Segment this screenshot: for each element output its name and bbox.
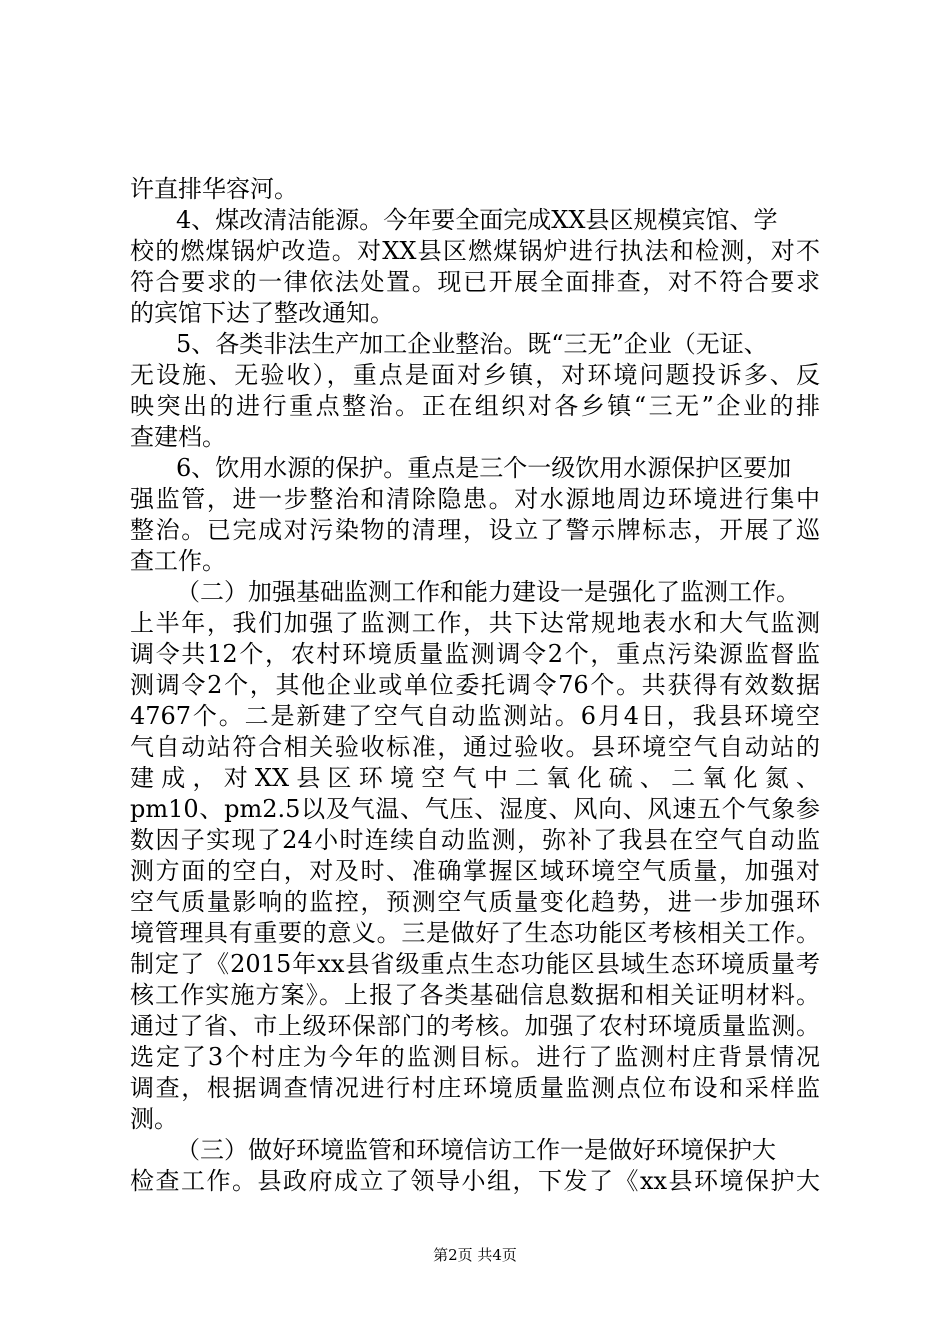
body-text-line: 选定了3个村庄为今年的监测目标。进行了监测村庄背景情况	[130, 1043, 820, 1071]
body-text-line	[176, 204, 777, 236]
text-span: 6、饮用水源的保护。重点是三个一级饮用水源保护区要加	[176, 454, 792, 482]
text-span: 测。	[130, 1105, 178, 1133]
text-span: 的宾馆下达了整改通知。	[130, 299, 394, 327]
body-text-line: 数因子实现了24小时连续自动监测，弥补了我县在空气自动监	[130, 826, 820, 854]
text-span: 查工作。	[130, 547, 226, 575]
body-text-line: 符合要求的一律依法处置。现已开展全面排查，对不符合要求	[130, 268, 820, 296]
body-text-line	[130, 421, 226, 453]
body-text-line: 强监管，进一步整治和清除隐患。对水源地周边环境进行集中	[130, 485, 820, 513]
body-text-line	[176, 328, 768, 360]
text-span: 许直排华容河。	[130, 175, 298, 203]
body-text-line	[130, 173, 298, 205]
body-text-line: 调查，根据调查情况进行村庄环境质量监测点位布设和采样监	[130, 1074, 820, 1102]
body-text-line: 校的燃煤锅炉改造。对XX县区燃煤锅炉进行执法和检测，对不	[130, 237, 820, 265]
body-text-line: 映突出的进行重点整治。正在组织对各乡镇“三无”企业的排	[130, 392, 820, 420]
body-text-line	[176, 452, 791, 484]
body-text-line: 气自动站符合相关验收标准，通过验收。县环境空气自动站的	[130, 733, 820, 761]
body-text-line: 建成，对XX县区环境空气中二氧化硫、二氧化氮、	[130, 764, 820, 792]
body-text-line: 空气质量影响的监控，预测空气质量变化趋势，进一步加强环	[130, 888, 820, 916]
body-text-line: 上半年，我们加强了监测工作，共下达常规地表水和大气监测	[130, 609, 820, 637]
body-text-line: 境管理具有重要的意义。三是做好了生态功能区考核相关工作。	[130, 919, 820, 947]
body-text-line: pm10、pm2.5以及气温、气压、湿度、风向、风速五个气象参	[130, 795, 820, 823]
body-text-line	[130, 545, 226, 577]
body-text-line: 制定了《2015年xx县省级重点生态功能区县域生态环境质量考	[130, 950, 820, 978]
body-text-line	[176, 576, 800, 608]
body-text-line: 测方面的空白，对及时、准确掌握区域环境空气质量，加强对	[130, 857, 820, 885]
page-number-footer: 第2页 共4页	[433, 1246, 517, 1264]
body-text-line: 检查工作。县政府成立了领导小组，下发了《xx县环境保护大	[130, 1167, 820, 1195]
text-span: 查建档。	[130, 423, 226, 451]
body-text-line: 通过了省、市上级环保部门的考核。加强了农村环境质量监测。	[130, 1012, 820, 1040]
body-text-line	[130, 297, 394, 329]
body-text-line: 4767个。二是新建了空气自动监测站。6月4日，我县环境空	[130, 702, 820, 730]
body-text-line: 无设施、无验收），重点是面对乡镇，对环境问题投诉多、反	[130, 361, 820, 389]
text-span: 4、煤改清洁能源。今年要全面完成XX县区规模宾馆、学	[176, 206, 778, 234]
body-text-line: （三）做好环境监管和环境信访工作一是做好环境保护大	[176, 1136, 776, 1164]
text-span: 5、各类非法生产加工企业整治。既“三无”企业（无证、	[176, 330, 768, 358]
body-text-line: 测调令2个，其他企业或单位委托调令76个。共获得有效数据	[130, 671, 820, 699]
body-text-line: 调令共12个，农村环境质量监测调令2个，重点污染源监督监	[130, 640, 820, 668]
text-span: （二）加强基础监测工作和能力建设一是强化了监测工作。	[176, 578, 800, 606]
body-text-line	[130, 1103, 178, 1135]
body-text-line: 核工作实施方案》。上报了各类基础信息数据和相关证明材料。	[130, 981, 820, 1009]
body-text-line: 整治。已完成对污染物的清理，设立了警示牌标志，开展了巡	[130, 516, 820, 544]
